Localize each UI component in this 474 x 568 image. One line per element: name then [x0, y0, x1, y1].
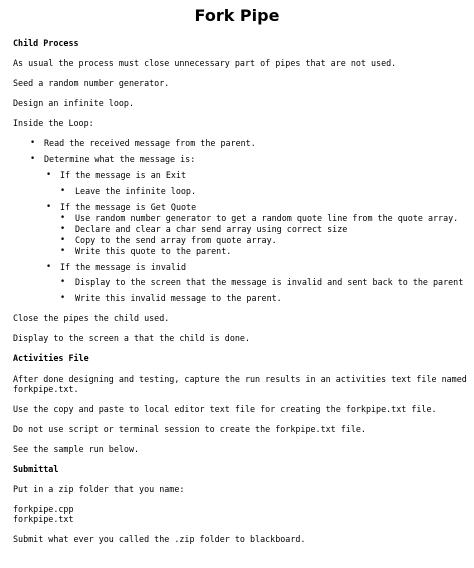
activities-para3: Do not use script or terminal session to create the forkpipe.txt file. [13, 424, 366, 434]
seed-text: Seed a random number generator. [13, 78, 170, 88]
bullet-icon: • [60, 235, 66, 245]
list-item-determine: Determine what the message is: [44, 154, 196, 164]
list-subitem-display-invalid: Display to the screen that the message is invalid and sent back to the parent [75, 277, 464, 287]
child-process-intro: As usual the process must close unnecessary part of pipes that are not used. [13, 58, 397, 68]
activities-para1-line1: After done designing and testing, capture the run results in an activities text file named [13, 374, 467, 384]
activities-para4: See the sample run below. [13, 444, 140, 454]
activities-heading: Activities File [13, 353, 89, 363]
list-item-invalid: If the message is invalid [60, 262, 187, 272]
bullet-icon: • [46, 202, 52, 212]
list-subitem-declare-array: Declare and clear a char send array using correct size [75, 224, 348, 234]
inside-loop-text: Inside the Loop: [13, 118, 94, 128]
submittal-intro: Put in a zip folder that you name: [13, 484, 185, 494]
list-item-get-quote: If the message is Get Quote [60, 202, 197, 212]
close-pipes-text: Close the pipes the child used. [13, 313, 170, 323]
bullet-icon: • [60, 213, 66, 223]
list-subitem-write-quote: Write this quote to the parent. [75, 246, 232, 256]
bullet-icon: • [60, 293, 66, 303]
list-item-read: Read the received message from the parent. [44, 138, 256, 148]
list-subitem-leave-loop: Leave the infinite loop. [75, 186, 197, 196]
activities-para1-line2: forkpipe.txt. [13, 384, 79, 394]
bullet-icon: • [46, 170, 52, 180]
page-title: Fork Pipe [194, 6, 280, 25]
list-subitem-random-quote: Use random number generator to get a random quote line from the quote array. [75, 213, 459, 223]
bullet-icon: • [60, 246, 66, 256]
list-subitem-write-invalid: Write this invalid message to the parent. [75, 293, 282, 303]
list-item-exit: If the message is an Exit [60, 170, 187, 180]
submittal-file-cpp: forkpipe.cpp [13, 504, 74, 514]
bullet-icon: • [30, 138, 36, 148]
activities-para2: Use the copy and paste to local editor text file for creating the forkpipe.txt file. [13, 404, 437, 414]
display-done-text: Display to the screen a that the child is done. [13, 333, 250, 343]
bullet-icon: • [60, 186, 66, 196]
list-subitem-copy-array: Copy to the send array from quote array. [75, 235, 277, 245]
design-text: Design an infinite loop. [13, 98, 135, 108]
submittal-closing: Submit what ever you called the .zip folder to blackboard. [13, 534, 306, 544]
bullet-icon: • [60, 224, 66, 234]
bullet-icon: • [46, 262, 52, 272]
bullet-icon: • [30, 154, 36, 164]
bullet-icon: • [60, 277, 66, 287]
submittal-file-txt: forkpipe.txt [13, 514, 74, 524]
child-process-heading: Child Process [13, 38, 79, 48]
submittal-heading: Submittal [13, 464, 59, 474]
